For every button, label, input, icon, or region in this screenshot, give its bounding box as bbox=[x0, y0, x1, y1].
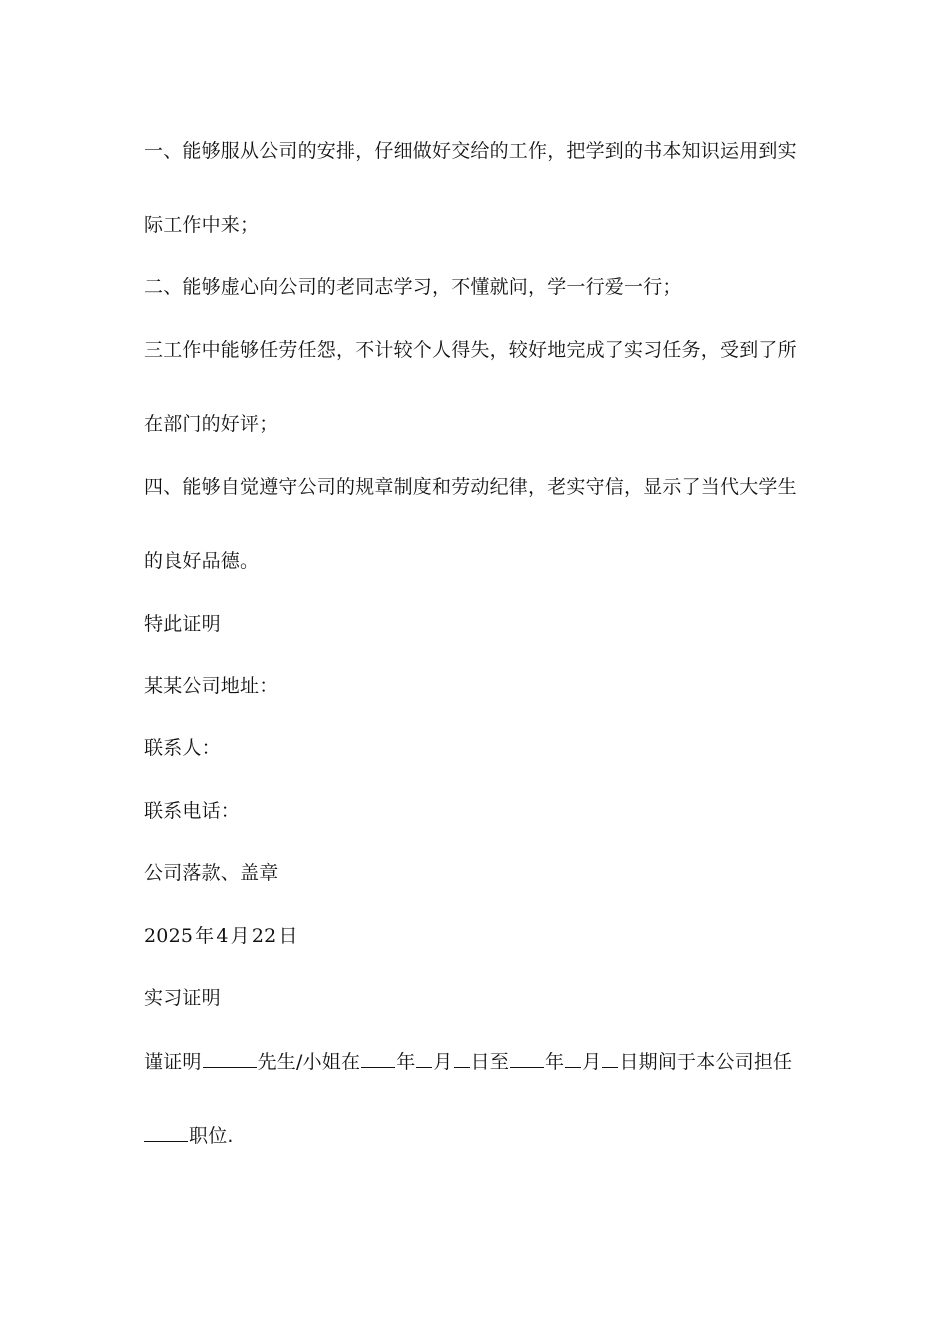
certificate-fill-line-2 bbox=[144, 1123, 234, 1148]
paragraph-3-line-1: 三工作中能够任劳任怨，不计较个人得失，较好地完成了实习任务，受到了所 bbox=[144, 339, 797, 361]
company-seal-label: 公司落款、盖章 bbox=[144, 862, 279, 884]
paragraph-1-line-2: 际工作中来； bbox=[144, 214, 260, 236]
start-month-unit: 月 bbox=[433, 1051, 453, 1073]
name-blank[interactable] bbox=[203, 1049, 257, 1068]
paragraph-4-line-1: 四、能够自觉遵守公司的规章制度和劳动纪律，老实守信，显示了当代大学生 bbox=[144, 476, 797, 498]
company-address-label: 某某公司地址： bbox=[144, 675, 279, 697]
date-month: 4 bbox=[216, 925, 229, 947]
date-year-unit: 年 bbox=[195, 925, 215, 947]
contact-phone-label: 联系电话： bbox=[144, 800, 241, 822]
certify-text: 特此证明 bbox=[144, 613, 221, 635]
issue-date bbox=[144, 924, 298, 948]
date-year: 2025 bbox=[144, 925, 194, 947]
date-month-unit: 月 bbox=[230, 925, 250, 947]
cert-title-text: 先生/小姐在 bbox=[257, 1051, 361, 1073]
position-suffix: 职位. bbox=[189, 1125, 234, 1147]
second-doc-title: 实习证明 bbox=[144, 987, 221, 1009]
start-month-blank[interactable] bbox=[416, 1049, 432, 1068]
paragraph-1-line-1: 一、能够服从公司的安排，仔细做好交给的工作，把学到的书本知识运用到实 bbox=[144, 140, 797, 162]
end-year-blank[interactable] bbox=[510, 1049, 544, 1068]
contact-person-label: 联系人： bbox=[144, 737, 221, 759]
end-month-blank[interactable] bbox=[565, 1049, 581, 1068]
paragraph-3-line-2: 在部门的好评； bbox=[144, 413, 279, 435]
start-year-blank[interactable] bbox=[361, 1049, 395, 1068]
end-month-unit: 月 bbox=[582, 1051, 602, 1073]
paragraph-2: 二、能够虚心向公司的老同志学习，不懂就问，学一行爱一行； bbox=[144, 276, 682, 298]
paragraph-4-line-2: 的良好品德。 bbox=[144, 550, 260, 572]
start-day-blank[interactable] bbox=[454, 1049, 470, 1068]
end-day-suffix: 日期间于本公司担任 bbox=[619, 1051, 793, 1073]
start-year-unit: 年 bbox=[396, 1051, 416, 1073]
position-blank[interactable] bbox=[144, 1123, 188, 1142]
start-day-unit: 日至 bbox=[470, 1051, 510, 1073]
end-year-unit: 年 bbox=[545, 1051, 565, 1073]
certificate-fill-line-1 bbox=[144, 1049, 792, 1074]
end-day-blank[interactable] bbox=[602, 1049, 618, 1068]
date-day-unit: 日 bbox=[278, 925, 298, 947]
cert-prefix: 谨证明 bbox=[144, 1051, 202, 1073]
date-day: 22 bbox=[251, 925, 277, 947]
